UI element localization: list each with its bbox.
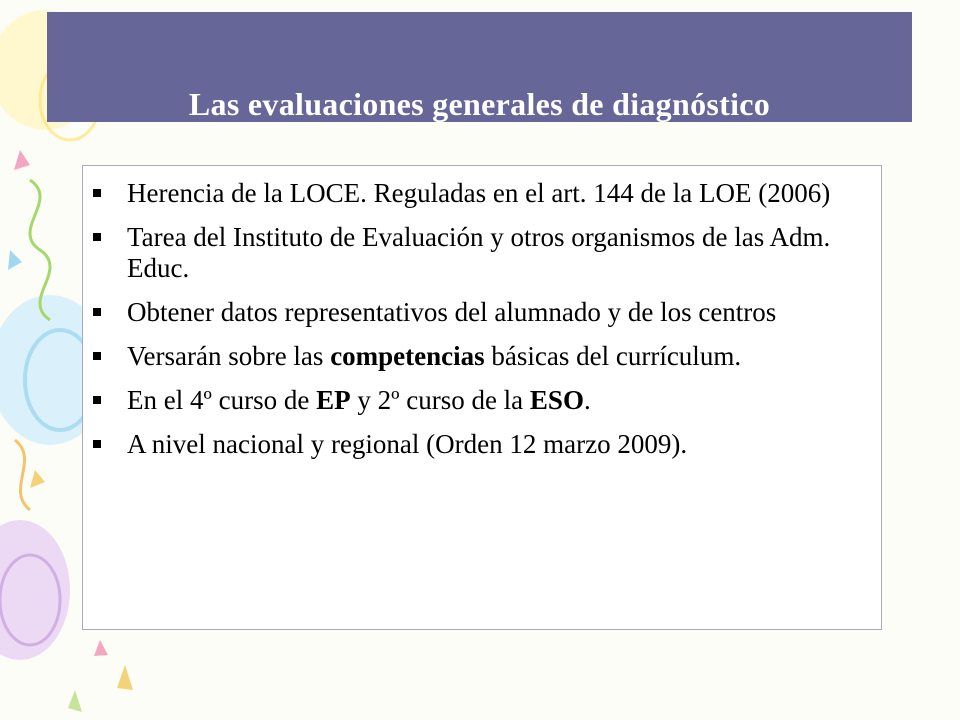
confetti-icon <box>14 150 30 170</box>
square-bullet-icon <box>93 396 101 404</box>
confetti-icon <box>30 470 45 488</box>
bullet-item <box>83 297 883 328</box>
confetti-icon <box>68 690 82 712</box>
ribbon-icon <box>15 440 30 510</box>
square-bullet-icon <box>93 308 101 316</box>
bullet-text: Obtener datos representativos del alumnado y de los centros <box>127 297 777 327</box>
confetti-icon <box>8 250 22 270</box>
bullet-text: Herencia de la LOCE. Reguladas en el art. 144 de la LOE (2006) <box>127 178 831 208</box>
bullet-item <box>83 178 883 209</box>
bullet-item <box>83 429 883 460</box>
bullet-bold-text: ESO <box>529 385 584 415</box>
bullet-text: . <box>583 385 591 415</box>
bullet-text: Tarea del Instituto de Evaluación y otros organismos de las Adm. Educ. <box>127 222 831 283</box>
bullet-text: Versarán sobre las <box>127 341 331 371</box>
bullet-text: A nivel nacional y regional (Orden 12 marzo 2009). <box>127 429 688 459</box>
bullet-text: y 2º curso de la <box>350 385 530 415</box>
square-bullet-icon <box>93 189 101 197</box>
bullet-item <box>83 385 883 416</box>
confetti-icon <box>117 665 133 690</box>
slide-title: Las evaluaciones generales de diagnóstico <box>188 86 771 122</box>
bullet-bold-text: competencias <box>330 341 485 371</box>
title-bar <box>47 12 912 122</box>
content-box <box>82 165 882 630</box>
bullet-item <box>83 341 883 372</box>
bullet-bold-text: EP <box>316 385 351 415</box>
bullet-list <box>83 178 883 473</box>
square-bullet-icon <box>93 440 101 448</box>
square-bullet-icon <box>93 352 101 360</box>
confetti-icon <box>94 640 108 656</box>
bullet-text: En el 4º curso de <box>127 385 317 415</box>
bullet-item <box>83 222 883 284</box>
square-bullet-icon <box>93 233 101 241</box>
bullet-text: básicas del currículum. <box>484 341 742 371</box>
